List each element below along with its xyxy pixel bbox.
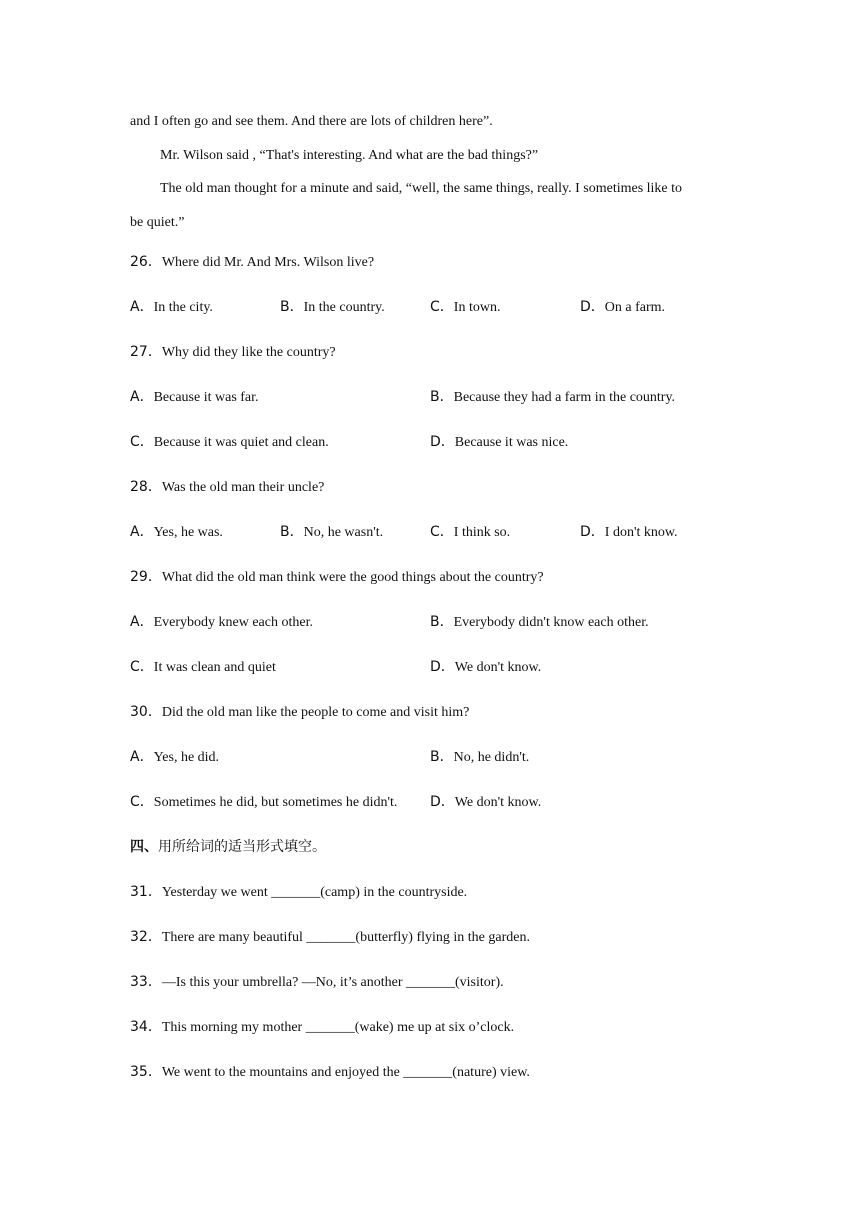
- question-number: 29．: [130, 569, 162, 585]
- option-b: B．No, he wasn't.: [280, 524, 384, 540]
- option-b: B．Because they had a farm in the country.: [430, 389, 676, 405]
- option-a: A．Yes, he was.: [130, 524, 223, 540]
- question-27: [130, 343, 336, 362]
- question-text: Was the old man their uncle?: [161, 480, 325, 495]
- question-text: Did the old man like the people to come and visit him?: [161, 705, 470, 720]
- option-a: A．Everybody knew each other.: [130, 614, 313, 630]
- passage-line: Mr. Wilson said , “That's interesting. And what are the bad things?”: [160, 148, 539, 163]
- option-b: B．Everybody didn't know each other.: [430, 614, 649, 630]
- option-d: D．I don't know.: [580, 524, 678, 540]
- question-number: 27．: [130, 344, 162, 360]
- option-d: D．Because it was nice.: [430, 434, 569, 450]
- fill-in-33: 33．—Is this your umbrella? —No, it’s another _______(visitor).: [130, 974, 504, 990]
- passage-line: The old man thought for a minute and said, “well, the same things, really. I sometimes like to: [160, 181, 683, 196]
- question-29: [130, 568, 544, 587]
- section-heading: [130, 838, 326, 856]
- fill-in-34: 34．This morning my mother _______(wake) me up at six o’clock.: [130, 1019, 515, 1035]
- question-number: 30．: [130, 704, 162, 720]
- passage-line: be quiet.”: [130, 215, 185, 230]
- question-text: Where did Mr. And Mrs. Wilson live?: [161, 255, 375, 270]
- option-a: A．Because it was far.: [130, 389, 259, 405]
- option-c: C．Sometimes he did, but sometimes he didn't.: [130, 794, 398, 810]
- option-b: B．No, he didn't.: [430, 749, 530, 765]
- question-text: Why did they like the country?: [161, 345, 336, 360]
- passage-line: and I often go and see them. And there are lots of children here”.: [130, 114, 493, 129]
- option-b: B．In the country.: [280, 299, 385, 315]
- fill-in-32: 32．There are many beautiful _______(butterfly) flying in the garden.: [130, 929, 530, 945]
- section-instruction: 用所给词的适当形式填空。: [158, 839, 326, 855]
- question-number: 28．: [130, 479, 162, 495]
- option-a: A．Yes, he did.: [130, 749, 220, 765]
- fill-in-35: 35．We went to the mountains and enjoyed the _______(nature) view.: [130, 1064, 530, 1080]
- question-number: 26．: [130, 254, 162, 270]
- question-26: [130, 253, 374, 272]
- option-c: C．Because it was quiet and clean.: [130, 434, 329, 450]
- option-c: C．It was clean and quiet: [130, 659, 276, 675]
- option-c: C．In town.: [430, 299, 501, 315]
- fill-in-31: 31．Yesterday we went _______(camp) in the countryside.: [130, 884, 468, 900]
- question-28: [130, 478, 324, 497]
- option-d: D．On a farm.: [580, 299, 666, 315]
- question-30: [130, 703, 469, 722]
- option-d: D．We don't know.: [430, 659, 542, 675]
- option-c: C．I think so.: [430, 524, 511, 540]
- question-text: What did the old man think were the good things about the country?: [161, 570, 544, 585]
- option-d: D．We don't know.: [430, 794, 542, 810]
- section-number: 四、: [130, 839, 158, 855]
- option-a: A．In the city.: [130, 299, 213, 315]
